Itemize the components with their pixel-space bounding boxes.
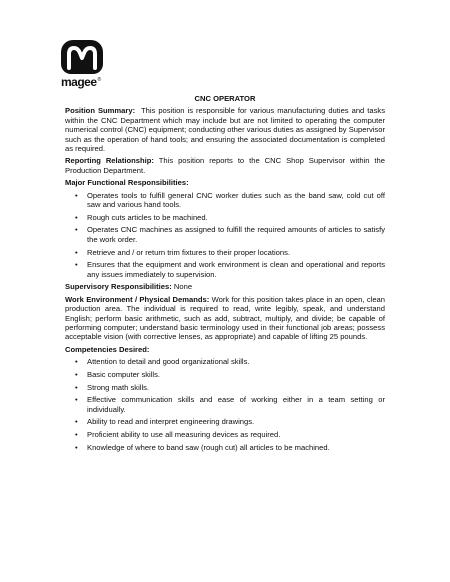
list-item: • Effective communication skills and ease of working either in a team setting or individually.	[87, 395, 385, 414]
list-item: • Attention to detail and good organizational skills.	[87, 357, 385, 366]
list-item: • Operates CNC machines as assigned to fulfill the required amounts of articles to satisfy the work order.	[87, 225, 385, 244]
job-description	[65, 94, 385, 456]
list-item: • Ability to read and interpret engineering drawings.	[87, 417, 385, 426]
position-summary-text: This position is responsible for various manufacturing duties and tasks within the CNC Department which may include but are not limited to operating the computer numerical control (CNC) equipment; conducting other various duties as assigned by Supervisor such as the operation of hand tools; and ensuring the associated documentation is completed as required.	[65, 106, 385, 154]
list-item: • Proficient ability to use all measuring devices as required.	[87, 430, 385, 439]
supervisory-responsibilities	[65, 282, 385, 291]
list-item: • Operates tools to fulfill general CNC worker duties such as the band saw, cold cut off saw and various hand tools.	[87, 191, 385, 210]
list-item: • Rough cuts articles to be machined.	[87, 213, 385, 222]
reporting-label: Reporting Relationship:	[65, 156, 154, 166]
supervisory-label: Supervisory Responsibilities:	[65, 282, 172, 292]
page-title: CNC OPERATOR	[194, 94, 256, 103]
logo-m-icon	[61, 40, 103, 74]
position-summary	[65, 106, 385, 153]
work-environment-text: Work for this position takes place in an open, clean production area. The individual is required to read, write legibly, speak, and understand English; perform basic arithmetic, such as add, subtract, multiply, and divide; be capable of performing computer; understand basic terminology used in their functional job areas; possess acceptable vision (with corrective lenses, as appropriate) and capable of lifting 25 pounds.	[65, 294, 385, 342]
work-environment	[65, 295, 385, 342]
list-item: • Knowledge of where to band saw (rough cut) all articles to be machined.	[87, 443, 385, 452]
list-item: • Strong math skills.	[87, 383, 385, 392]
supervisory-text: None	[173, 282, 193, 292]
reporting-text: This position reports to the CNC Shop Supervisor within the Production Department.	[65, 156, 385, 175]
registered-mark: ®	[97, 77, 101, 83]
competencies-heading: Competencies Desired:	[65, 344, 150, 354]
company-logo	[61, 40, 109, 89]
competencies-list	[65, 357, 385, 452]
major-responsibilities-list	[65, 191, 385, 279]
reporting-relationship	[65, 156, 385, 175]
list-item: • Basic computer skills.	[87, 370, 385, 379]
work-environment-label: Work Environment / Physical Demands:	[65, 294, 210, 304]
list-item: • Retrieve and / or return trim fixtures to their proper locations.	[87, 248, 385, 257]
logo-wordmark	[61, 74, 101, 89]
major-responsibilities-heading: Major Functional Responsibilities:	[65, 178, 189, 188]
logo-m-glyph	[61, 40, 103, 74]
list-item: • Ensures that the equipment and work environment is clean and operational and reports any issues immediately to supervision.	[87, 260, 385, 279]
position-summary-label: Position Summary:	[65, 106, 136, 116]
logo-word-text: magee	[61, 75, 97, 89]
